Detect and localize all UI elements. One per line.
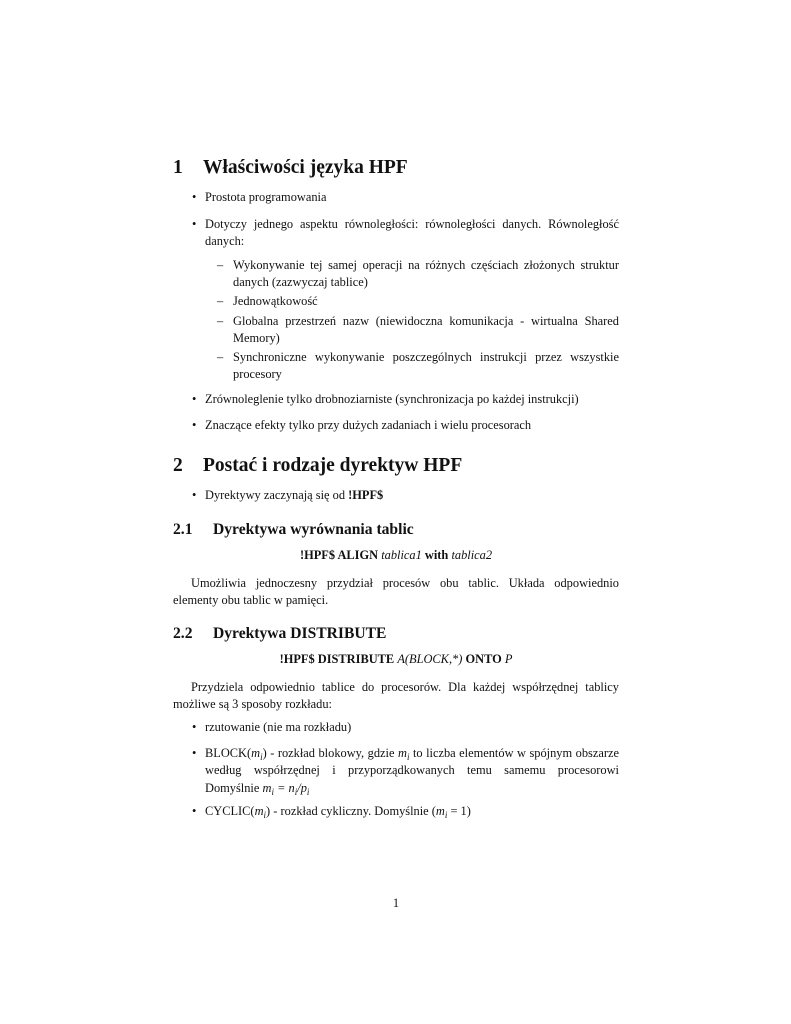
math-subscript: i (260, 752, 263, 762)
distribute-directive-code (173, 651, 619, 668)
bullet-icon: • (192, 720, 197, 734)
list-item-text: Zrównoleglenie tylko drobnoziarniste (synchronizacja po każdej instrukcji) (205, 392, 579, 406)
code-keyword: ONTO (465, 652, 502, 666)
bullet-icon: • (192, 392, 197, 406)
list-item (192, 719, 619, 736)
code-argument: A(BLOCK,*) (397, 652, 463, 666)
sub-list-item-text: Synchroniczne wykonywanie poszczególnych instrukcji przez wszystkie procesory (233, 350, 619, 382)
sub-list-item (217, 313, 619, 348)
bullet-icon: • (192, 804, 197, 818)
list-item-text: Dyrektywy zaczynają się od (205, 488, 346, 502)
align-description-paragraph: Umożliwia jednoczesny przydział procesów obu tablic. Układa odpowiednio elementy obu tablic w pamięci. (173, 576, 619, 608)
code-keyword: !HPF$ DISTRIBUTE (279, 652, 395, 666)
sub-list-item (217, 293, 619, 310)
math-variable: m (397, 746, 407, 760)
subsection-number: 2.1 (173, 521, 193, 538)
dash-icon: – (217, 314, 224, 328)
bullet-icon: • (192, 488, 197, 502)
section-number: 2 (173, 455, 183, 476)
list-item-text: rzutowanie (nie ma rozkładu) (205, 720, 352, 734)
directive-keyword: !HPF$ (348, 488, 384, 502)
code-argument: tablica2 (451, 548, 493, 562)
page-number: 1 (392, 896, 400, 910)
subsection-2-1-heading (173, 521, 414, 539)
code-keyword: !HPF$ ALIGN (299, 548, 379, 562)
math-subscript: i (406, 752, 410, 762)
list-item (192, 189, 619, 206)
sub-list-item-text: Jednowątkowość (233, 294, 318, 308)
section-title: Właściwości języka HPF (203, 157, 408, 178)
dash-icon: – (217, 258, 224, 272)
math-variable: m (435, 804, 445, 818)
dash-icon: – (217, 294, 224, 308)
code-argument: tablica1 (381, 548, 422, 562)
list-item (192, 417, 619, 434)
math-subscript: i (294, 786, 298, 797)
list-item-text: Znaczące efekty tylko przy dużych zadaniach i wielu procesorach (205, 418, 532, 432)
list-item (192, 487, 619, 504)
math-expression: = n (273, 780, 295, 795)
math-subscript: i (306, 786, 310, 797)
sub-list-item (217, 257, 619, 292)
math-variable: m (262, 780, 272, 795)
list-item-text: Prostota programowania (205, 190, 327, 204)
subsection-2-2-heading (173, 625, 386, 643)
sub-list-item (217, 349, 619, 384)
math-subscript: i (263, 810, 267, 820)
code-argument: P (504, 652, 513, 666)
code-keyword: with (424, 548, 449, 562)
section-1-heading (173, 157, 408, 179)
text-fragment: ) - rozkład cykliczny. Domyślnie ( (266, 804, 436, 818)
subsection-title: Dyrektywa DISTRIBUTE (213, 625, 387, 642)
bullet-icon: • (192, 217, 197, 231)
sub-list-item-text: Globalna przestrzeń nazw (niewidoczna komunikacja - wirtualna Shared Memory) (233, 314, 619, 346)
sub-list-item-text: Wykonywanie tej samej operacji na różnych częściach złożonych struktur danych (zazwyczaj tablice) (233, 258, 619, 290)
math-subscript: i (271, 786, 274, 797)
list-item (192, 216, 619, 251)
list-item (192, 803, 619, 820)
bullet-icon: • (192, 190, 197, 204)
list-item (192, 391, 619, 408)
section-title: Postać i rodzaje dyrektyw HPF (203, 455, 463, 476)
text-fragment: ) - rozkład blokowy, gdzie (262, 746, 395, 760)
math-variable: m (251, 746, 261, 760)
text-fragment: to liczba elementów w spójnym obszarze według współrzędnej i przyporządkowanych temu samemu procesorowi Domyślnie (205, 746, 619, 795)
text-fragment: CYCLIC( (205, 804, 255, 818)
list-item (192, 745, 619, 797)
math-expression: /p (297, 780, 307, 795)
document-page (173, 0, 619, 1024)
math-subscript: i (444, 810, 448, 820)
align-directive-code (173, 547, 619, 564)
text-fragment: BLOCK( (205, 746, 252, 760)
dash-icon: – (217, 350, 224, 364)
section-number: 1 (173, 157, 183, 178)
list-item-text: Dotyczy jednego aspektu równoległości: równoległości danych. Równoległość danych: (205, 217, 619, 249)
subsection-number: 2.2 (173, 625, 193, 642)
subsection-title: Dyrektywa wyrównania tablic (213, 521, 414, 538)
math-variable: m (254, 804, 264, 818)
text-fragment: = 1) (447, 804, 471, 818)
bullet-icon: • (192, 418, 197, 432)
distribute-description-paragraph: Przydziela odpowiednio tablice do procesorów. Dla każdej współrzędnej tablicy możliwe są 3 sposoby rozkładu: (173, 680, 619, 712)
section-2-heading (173, 455, 462, 477)
bullet-icon: • (192, 746, 197, 760)
